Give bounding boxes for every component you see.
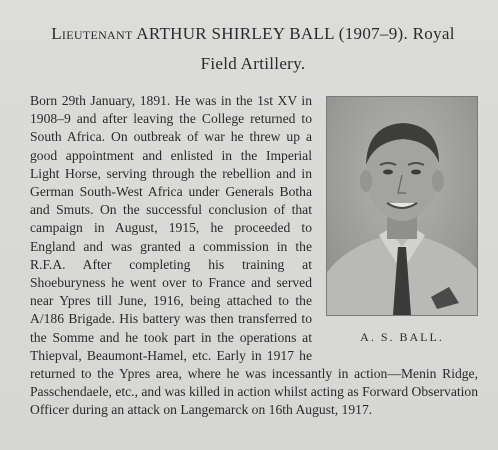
portrait-illustration xyxy=(327,97,477,315)
biography-block xyxy=(30,92,478,420)
biography-text: Born 29th January, 1891. He was in the 1st XV in 1908–9 and after leaving the College returned to South Africa. On outbreak of war he threw up a good appointment and enlisted in the Imperial Light Horse, serving through the rebellion and in German South-West Africa under Generals Botha and Smuts. On the successful conclusion of that campaign in August, 1915, he proceeded to England and was granted a commission in the R.F.A. After completing his training at Shoeburyness he went over to France and served near Ypres till June, 1916, being attached to the A/186 Brigade. His battery was then transferred to the Somme and he took part in the operations at Thiepval, Beaumont-Hamel, etc. Early in 1917 he returned to the Ypres area, where he was incessantly in action—Menin Ridge, Passchendaele, etc., and was killed in action whilst acting as Forward Observation Officer during an attack on Langemarck on 16th August, 1917. xyxy=(30,93,478,418)
person-name: ARTHUR SHIRLEY BALL xyxy=(136,24,335,43)
portrait-caption: A. S. BALL. xyxy=(360,330,444,344)
rank-label: Lieutenant xyxy=(51,24,133,43)
entry-heading xyxy=(18,22,488,76)
portrait-figure xyxy=(326,96,478,354)
service-years: (1907–9). xyxy=(338,24,409,43)
unit-name-part2: Field Artillery. xyxy=(200,54,306,73)
portrait-photo xyxy=(326,96,478,316)
unit-name-part1: Royal xyxy=(412,24,455,43)
